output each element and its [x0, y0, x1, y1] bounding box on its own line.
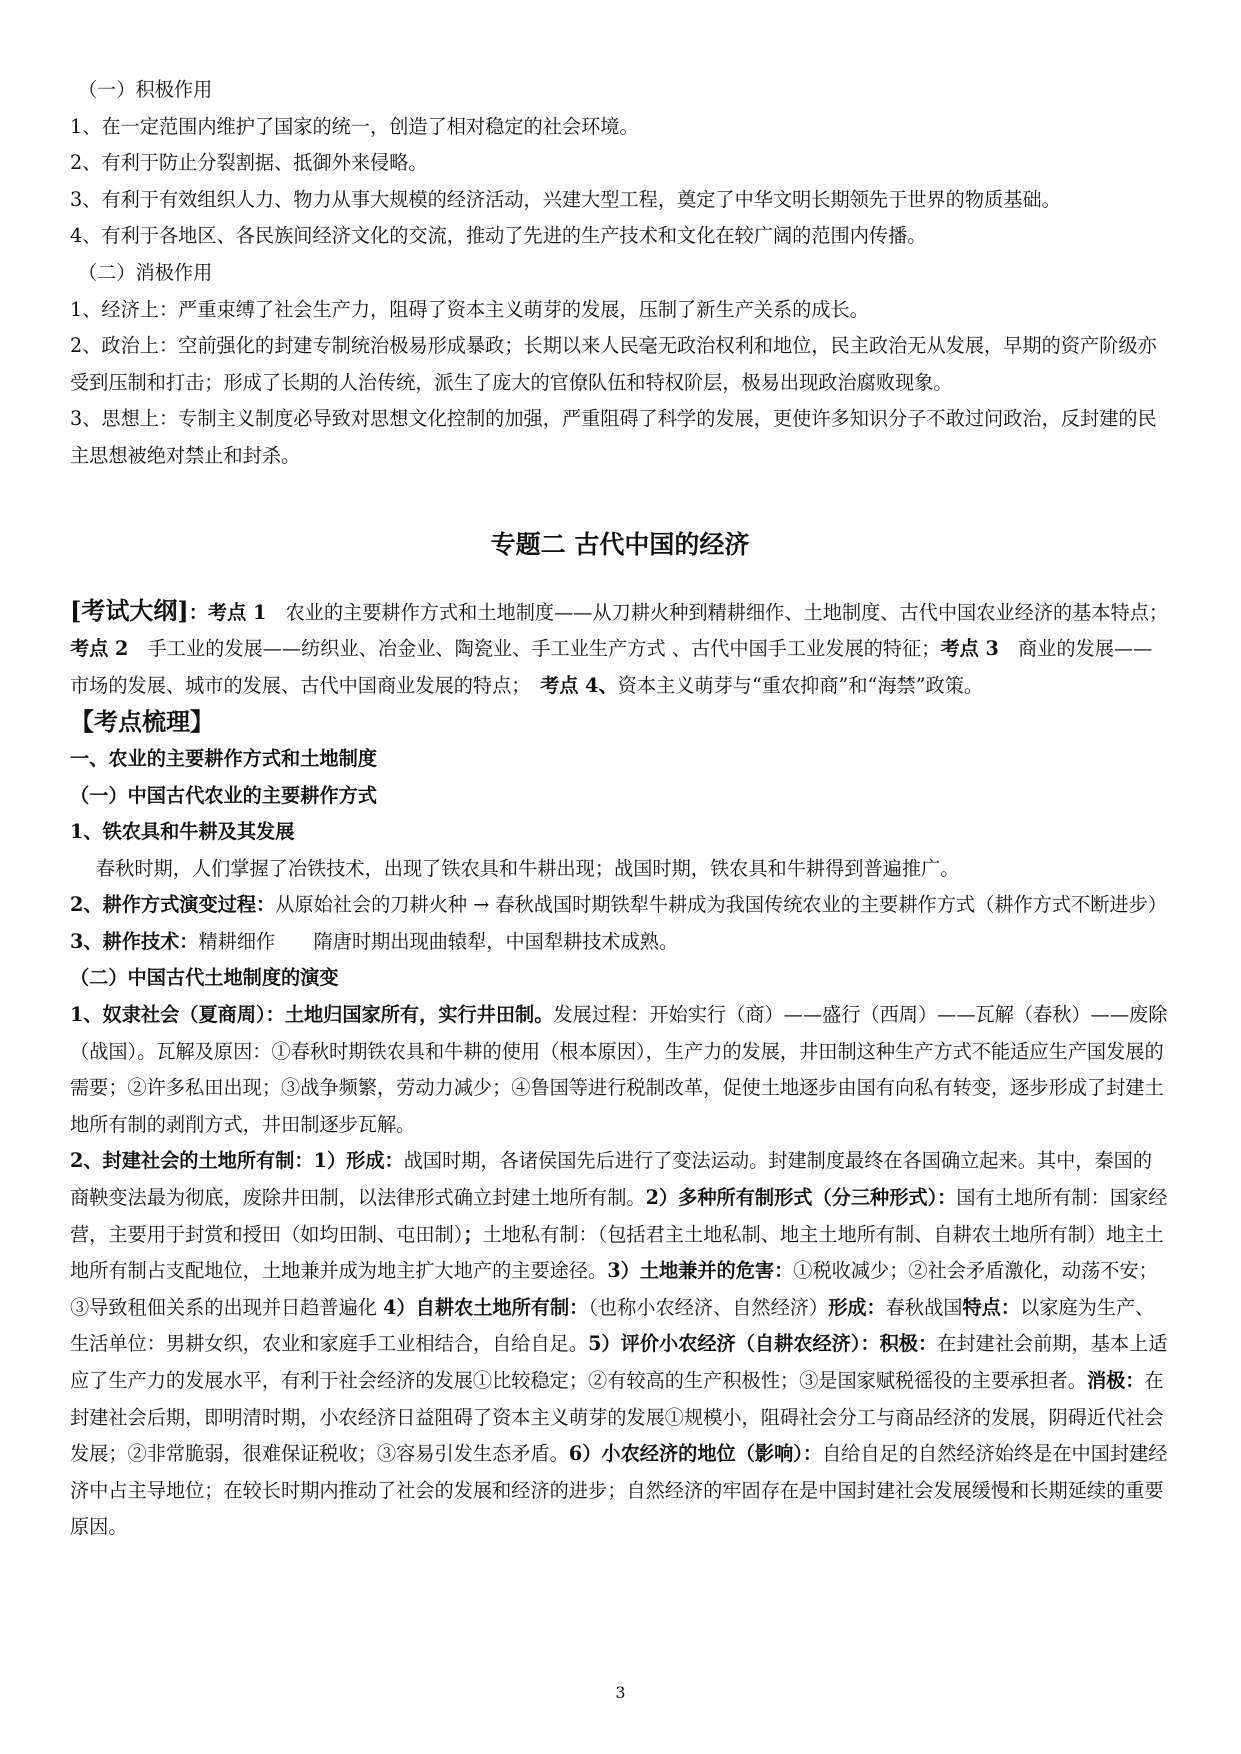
- negative-item-2: 2、政治上：空前强化的封建专制统治极易形成暴政；长期以来人民毫无政治权利和地位，民主政治无从发展，早期的资产阶级亦受到压制和打击；形成了长期的人治传统，派生了庞大的官僚队伍和特权阶层，极易出现政治腐败现象。: [70, 334, 1157, 394]
- feudal-formation-text: 战国时期，各诸侯国先后进行了变法运动。封建制度最终在各国确立起来。其中，秦国的商鞅变法最为彻底，废除井田制，以法律形式确立封建土地所有制。: [70, 1149, 1153, 1210]
- point-4-text: 资本主义萌芽与“重农抑商”和“海禁”政策。: [617, 673, 984, 697]
- features-text: 以家庭为生产、生活单位：男耕女织，农业和家庭手工业相结合，自给自足。: [70, 1295, 1155, 1356]
- negative-item-3: 3、思想上：专制主义制度必导致对思想文化控制的加强，严重阻碍了科学的发展，更使许多知识分子不敢过问政治，反封建的民主思想被绝对禁止和封杀。: [70, 407, 1157, 467]
- point-2-label: 考点 2: [70, 637, 129, 661]
- heading-iron-tools: 1、铁农具和牛耕及其发展: [70, 820, 295, 844]
- self-farming-note: （也称小农经济、自然经济）: [588, 1295, 829, 1319]
- farming-evolution: [70, 887, 1170, 924]
- point-4-label: 考点 4、: [540, 673, 618, 697]
- farming-evolution-label: 2、耕作方式演变过程：: [70, 893, 276, 917]
- point-2-text: 手工业的发展——纺织业、冶金业、陶瓷业、手工业生产方式 、古代中国手工业发展的特征；: [128, 637, 941, 661]
- positive-item-2: 2、有利于防止分裂割据、抵御外来侵略。: [70, 151, 428, 175]
- section-label: 【考点梳理】: [70, 707, 214, 737]
- feudal-land-label: 2、封建社会的土地所有制：1）形成：: [70, 1149, 404, 1173]
- positive-item-4: 4、有利于各地区、各民族间经济文化的交流，推动了先进的生产技术和文化在较广阔的范围内传播。: [70, 224, 927, 248]
- positive-item-3: 3、有利于有效组织人力、物力从事大规模的经济活动，兴建大型工程，奠定了中华文明长期领先于世界的物质基础。: [70, 187, 1061, 211]
- slave-society-text: 发展过程：开始实行（商）——盛行（西周）——瓦解（春秋）——废除（战国）。瓦解及原因：①春秋时期铁农具和牛耕的使用（根本原因），生产力的发展，井田制这种生产方式不能适应生产国发展的需要；②许多私田出现；③战争频繁，劳动力减少；④鲁国等进行税制改革，促使土地逐步由国有向私有转变，逐步形成了封建土地所有制的剥削方式，井田制逐步瓦解。: [70, 1003, 1168, 1136]
- slave-society-label: 1、奴隶社会（夏商周）：土地归国家所有，实行井田制。: [70, 1003, 554, 1027]
- positive-eval-text: 在封建社会前期，基本上适应了生产力的发展水平，有利于社会经济的发展①比较稳定；②有较高的生产积极性；③是国家赋税徭役的主要承担者。: [70, 1332, 1168, 1392]
- topic-title: 专题二 古代中国的经济: [490, 529, 750, 559]
- farming-technique-text: 精耕细作 隋唐时期出现曲辕犁，中国犁耕技术成熟。: [198, 929, 679, 953]
- self-farming-label: 4）自耕农土地所有制：: [383, 1295, 589, 1319]
- heading-agriculture: 一、农业的主要耕作方式和土地制度: [70, 746, 377, 770]
- exam-outline: [70, 593, 1170, 705]
- heading-positive: （一）积极作用: [78, 78, 213, 101]
- point-3-label: 考点 3: [940, 637, 999, 661]
- negative-eval-label: 消极：: [1086, 1369, 1145, 1392]
- formation-text: 春秋战国: [885, 1295, 963, 1319]
- negative-eval-text: 在封建社会后期，即明清时期，小农经济日益阻碍了资本主义萌芽的发展①规模小，阻碍社会分工与商品经济的发展，阴碍近代社会发展；②非常脆弱，很难保证税收；③容易引发生态矛盾。: [70, 1369, 1164, 1466]
- exam-outline-label: [考试大纲]: [70, 595, 189, 625]
- positive-item-1: 1、在一定范围内维护了国家的统一，创造了相对稳定的社会环境。: [70, 114, 639, 138]
- point-3-text: 商业的发展——市场的发展、城市的发展、古代中国商业发展的特点；: [70, 637, 1153, 697]
- land-annexation-text: ①税收减少；②社会矛盾激化，动荡不安；③导致租佃关系的出现并日趋普遍化: [70, 1259, 1158, 1319]
- farming-technique-label: 3、耕作技术：: [70, 929, 199, 953]
- point-1-label: ：考点 1: [188, 600, 267, 624]
- feudal-land-paragraph: [70, 1143, 1170, 1546]
- status-text: 自给自足的自然经济始终是在中国封建经济中占主导地位；在较长时期内推动了社会的发展和经济的进步；自然经济的牢固存在是中国封建社会发展缓慢和长期延续的重要原因。: [70, 1442, 1168, 1539]
- state-ownership-text: 国有土地所有制：国家经营，主要用于封赏和授田（如均田制、屯田制）: [70, 1186, 1168, 1246]
- farming-technique: [70, 924, 1170, 961]
- farming-evolution-text: 从原始社会的刀耕火种 → 春秋战国时期铁犁牛耕成为我国传统农业的主要耕作方式（耕作方式不断进步）: [275, 893, 1167, 917]
- document-page: [70, 72, 1170, 1546]
- features-label: 特点：: [962, 1295, 1021, 1319]
- land-annexation-label: 3）土地兼并的危害：: [607, 1259, 794, 1283]
- iron-tools-text: 春秋时期，人们掌握了冶铁技术，出现了铁农具和牛耕出现；战国时期，铁农具和牛耕得到普遍推广。: [96, 856, 960, 880]
- private-ownership-text: 土地私有制：（包括君主土地私制、地主土地所有制、自耕农土地所有制）地主土地所有制占支配地位，土地兼并成为地主扩大地产的主要途径。: [70, 1222, 1164, 1283]
- formation-label: 形成：: [828, 1295, 886, 1319]
- evaluation-label: 5）评价小农经济（自耕农经济）：积极：: [588, 1332, 938, 1356]
- heading-farming-methods: （一）中国古代农业的主要耕作方式: [70, 783, 377, 807]
- slave-society-paragraph: [70, 997, 1170, 1143]
- point-1-text: 农业的主要耕作方式和土地制度——从刀耕火种到精耕细作、土地制度、古代中国农业经济的基本特点；: [266, 600, 1169, 624]
- ownership-forms-label: 2）多种所有制形式（分三种形式）：: [645, 1186, 957, 1210]
- status-label: 6）小农经济的地位（影响）：: [568, 1442, 823, 1466]
- heading-negative: （二）消极作用: [78, 260, 213, 284]
- page-number: 3: [615, 1683, 626, 1702]
- separator-semicolon: ；: [463, 1222, 483, 1246]
- heading-land-system: （二）中国古代土地制度的演变: [70, 966, 339, 990]
- negative-item-1: 1、经济上：严重束缚了社会生产力，阻碍了资本主义萌芽的发展，压制了新生产关系的成长。: [70, 297, 869, 321]
